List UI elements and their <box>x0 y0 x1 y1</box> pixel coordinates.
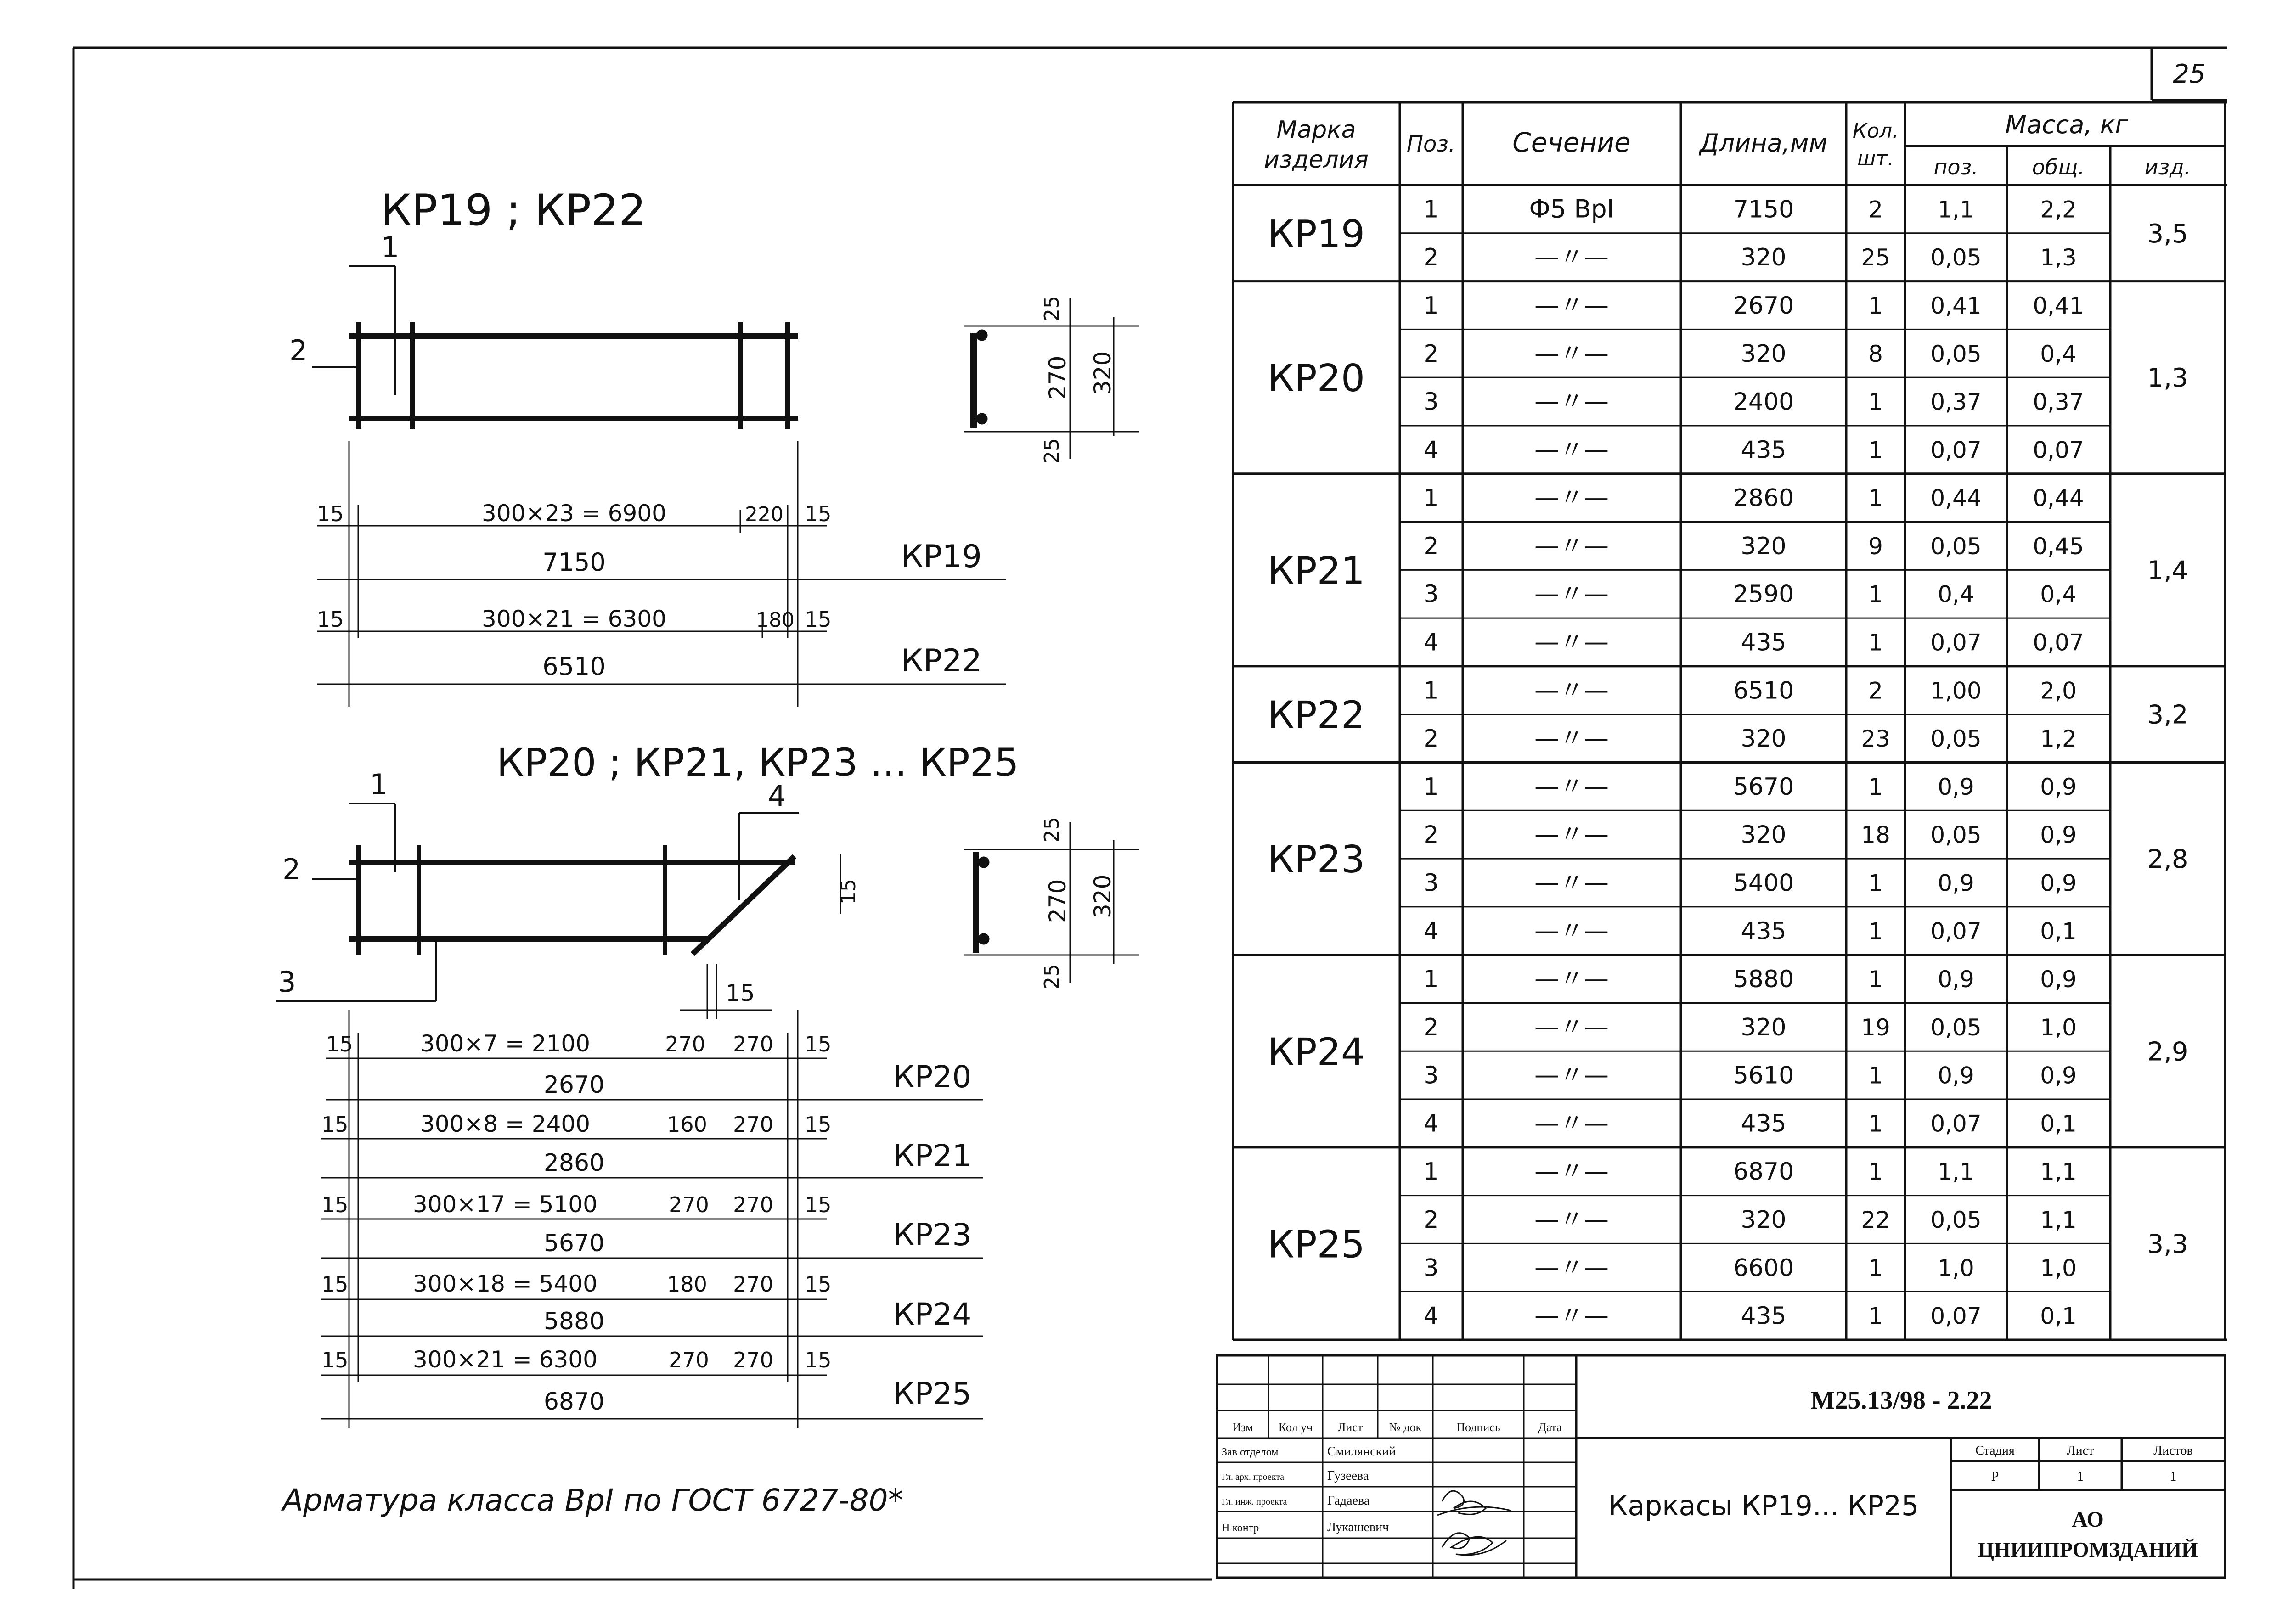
dim-row5-mid: 270 <box>669 1348 709 1372</box>
dim-row2-right: 15 <box>805 607 832 632</box>
dim-row2-main: 300×8 = 2400 <box>420 1111 591 1137</box>
cell-length: 2860 <box>1733 484 1794 512</box>
cell-length: 2400 <box>1733 388 1794 416</box>
cell-m-total: 1,0 <box>2040 1014 2077 1041</box>
dim-row4-total: 5880 <box>543 1308 605 1335</box>
cell-m-pos: 0,07 <box>1930 629 1982 656</box>
dim-row3-main: 300×17 = 5100 <box>413 1191 597 1218</box>
cell-qty: 1 <box>1868 292 1883 319</box>
cell-m-total: 0,37 <box>2033 388 2084 416</box>
cell-qty: 1 <box>1868 485 1883 512</box>
dim-row2-end: 270 <box>733 1112 773 1137</box>
section-dim-bot: 25 <box>1040 438 1064 464</box>
cell-pos: 2 <box>1423 1013 1439 1041</box>
row-item-mass: 3,2 <box>2147 700 2188 730</box>
cell-m-pos: 0,05 <box>1930 340 1982 367</box>
cell-section: —〃— <box>1534 1253 1609 1282</box>
cell-qty: 1 <box>1868 1062 1883 1089</box>
cell-length: 7150 <box>1733 196 1794 224</box>
dim-row1-end: 270 <box>733 1032 773 1056</box>
cell-length: 5880 <box>1733 966 1794 994</box>
cell-pos: 2 <box>1423 244 1439 272</box>
callout-2: 2 <box>289 334 308 367</box>
cell-length: 435 <box>1741 917 1786 945</box>
role-3: Гл. инж. проекта <box>1222 1497 1287 1507</box>
cell-m-total: 1,2 <box>2040 725 2077 753</box>
dim-row2-total: 2860 <box>543 1149 605 1177</box>
row-mark: КР19 <box>1267 212 1365 256</box>
cell-pos: 3 <box>1423 580 1439 608</box>
cell-length: 320 <box>1741 1206 1786 1234</box>
cell-qty: 9 <box>1868 533 1883 560</box>
cell-section: —〃— <box>1534 1060 1609 1090</box>
section-dim-top: 25 <box>1040 296 1064 321</box>
cell-section: —〃— <box>1534 338 1609 368</box>
row-mark: КР20 <box>1267 357 1365 401</box>
cell-m-pos: 0,37 <box>1930 388 1982 416</box>
cell-m-total: 0,9 <box>2040 870 2077 897</box>
sheets-value: 1 <box>2170 1469 2177 1484</box>
dim-row2-right: 15 <box>805 1112 832 1137</box>
cell-pos: 2 <box>1423 532 1439 560</box>
cell-m-pos: 0,9 <box>1938 966 1974 993</box>
callout-3: 3 <box>278 965 296 999</box>
title-block-left-grid <box>1217 1355 1576 1578</box>
cell-qty: 22 <box>1861 1207 1890 1234</box>
role-2: Гл. арх. проекта <box>1222 1472 1285 1482</box>
cell-pos: 1 <box>1423 677 1439 705</box>
cell-qty: 2 <box>1868 196 1883 223</box>
cell-qty: 1 <box>1868 1110 1883 1137</box>
callout-2: 2 <box>282 853 301 886</box>
cell-pos: 4 <box>1423 1302 1439 1330</box>
organization-line-2: ЦНИИПРОМЗДАНИЙ <box>1978 1538 2198 1561</box>
name-4: Лукашевич <box>1327 1520 1389 1534</box>
cell-m-total: 1,3 <box>2040 244 2077 271</box>
cell-pos: 2 <box>1423 340 1439 368</box>
header-mass: Масса, кг <box>2005 110 2128 139</box>
name-1: Смилянский <box>1327 1444 1396 1459</box>
cell-m-pos: 0,05 <box>1930 1207 1982 1234</box>
cell-m-pos: 0,9 <box>1938 870 1974 897</box>
row-item-mass: 2,9 <box>2147 1037 2188 1067</box>
cell-m-total: 2,0 <box>2040 677 2077 704</box>
cell-pos: 3 <box>1423 388 1439 416</box>
dim-row5-total: 6870 <box>543 1388 605 1416</box>
cell-length: 435 <box>1741 1110 1786 1138</box>
section-dim-mid: 270 <box>1044 355 1071 399</box>
cell-m-total: 0,07 <box>2033 437 2084 464</box>
cell-section: —〃— <box>1534 1157 1609 1186</box>
cell-section: —〃— <box>1534 1301 1609 1330</box>
cell-pos: 1 <box>1423 196 1439 224</box>
dim-row4-main: 300×18 = 5400 <box>413 1270 597 1297</box>
dim-row2-mid: 160 <box>667 1112 707 1137</box>
dim-row5-right: 15 <box>805 1348 832 1372</box>
dim-row1-right: 15 <box>805 1032 832 1056</box>
section-dim-total: 320 <box>1089 351 1116 395</box>
drawing-kr19-kr22 <box>289 185 1139 707</box>
drawing-name: Каркасы КР19... КР25 <box>1608 1490 1919 1522</box>
dim-row1-total: 2670 <box>543 1071 605 1099</box>
head-list: Лист <box>1337 1421 1363 1434</box>
row-item-mass: 2,8 <box>2147 844 2188 875</box>
cell-length: 435 <box>1741 436 1786 464</box>
sheet-value: 1 <box>2077 1469 2084 1484</box>
spec-table-grid <box>1233 102 2227 1340</box>
cell-qty: 25 <box>1861 244 1890 271</box>
sheets-label: Листов <box>2153 1444 2193 1458</box>
cell-m-pos: 0,07 <box>1930 1110 1982 1137</box>
dim-row4-end: 270 <box>733 1272 773 1297</box>
row-item-mass: 1,4 <box>2147 556 2188 586</box>
cell-m-pos: 0,9 <box>1938 773 1974 800</box>
cell-pos: 2 <box>1423 1206 1439 1234</box>
cell-pos: 1 <box>1423 1158 1439 1186</box>
cell-length: 5610 <box>1733 1062 1794 1090</box>
local-dim-vertical: 15 <box>837 879 860 905</box>
dim-row2-main: 300×21 = 6300 <box>482 606 666 632</box>
cell-length: 2670 <box>1733 292 1794 320</box>
cell-m-pos: 0,07 <box>1930 1303 1982 1330</box>
cell-m-total: 1,1 <box>2040 1158 2077 1186</box>
head-kol-uch: Кол уч <box>1278 1421 1313 1434</box>
cell-pos: 4 <box>1423 917 1439 945</box>
dim-row3-total: 5670 <box>543 1230 605 1257</box>
cell-pos: 4 <box>1423 629 1439 657</box>
role-4: Н контр <box>1222 1522 1259 1534</box>
page-number: 25 <box>2173 59 2206 89</box>
dim-row1-left: 15 <box>326 1032 353 1056</box>
row-item-mass: 1,3 <box>2147 363 2188 393</box>
header-qty-2: шт. <box>1857 147 1894 170</box>
cell-section: —〃— <box>1534 483 1609 512</box>
cell-section: Ф5 ВрI <box>1529 194 1614 224</box>
frame-kr20 <box>276 804 799 1001</box>
cell-qty: 1 <box>1868 1254 1883 1281</box>
cell-qty: 1 <box>1868 773 1883 800</box>
cell-length: 320 <box>1741 821 1786 849</box>
dim-row2-end: 180 <box>756 608 795 632</box>
cell-m-total: 0,44 <box>2033 485 2084 512</box>
callout-1: 1 <box>370 768 388 801</box>
dim-rows-kr20-kr25 <box>321 1030 971 1416</box>
dim-row5-main: 300×21 = 6300 <box>413 1346 597 1373</box>
dim-row3-end: 270 <box>733 1192 773 1217</box>
cell-length: 6600 <box>1733 1254 1794 1282</box>
drawing-kr20-kr25 <box>276 740 1139 1428</box>
dim-row1-main: 300×7 = 2100 <box>420 1030 591 1057</box>
cell-section: —〃— <box>1534 1205 1609 1234</box>
cell-section: —〃— <box>1534 290 1609 320</box>
row-item-mass: 3,5 <box>2147 219 2188 249</box>
head-doc-no: № док <box>1389 1421 1422 1434</box>
cell-m-pos: 0,9 <box>1938 1062 1974 1089</box>
cell-m-total: 0,1 <box>2040 918 2077 945</box>
organization-line-1: АО <box>2072 1507 2104 1532</box>
cell-qty: 18 <box>1861 821 1890 849</box>
title-block <box>1217 1355 2225 1578</box>
cell-qty: 2 <box>1868 677 1883 704</box>
cell-m-total: 0,9 <box>2040 821 2077 849</box>
cell-pos: 4 <box>1423 436 1439 464</box>
header-section: Сечение <box>1512 127 1631 158</box>
cell-m-total: 0,45 <box>2033 533 2084 560</box>
section-dim-mid: 270 <box>1044 879 1071 923</box>
cell-length: 2590 <box>1733 580 1794 608</box>
cell-pos: 1 <box>1423 484 1439 512</box>
spec-table <box>1233 102 2227 1340</box>
cell-pos: 3 <box>1423 1254 1439 1282</box>
cell-qty: 1 <box>1868 1158 1883 1186</box>
cell-length: 6870 <box>1733 1158 1794 1186</box>
callout-4: 4 <box>768 779 786 813</box>
header-mass-item: изд. <box>2144 155 2191 180</box>
dim-row4-mark: КР24 <box>893 1297 972 1332</box>
cell-qty: 1 <box>1868 388 1883 416</box>
dim-row2-left: 15 <box>321 1112 349 1137</box>
dim-row1-left: 15 <box>317 501 344 526</box>
header-mass-pos: поз. <box>1933 155 1978 180</box>
cell-qty: 1 <box>1868 918 1883 945</box>
cell-length: 6510 <box>1733 677 1794 705</box>
cell-m-total: 2,2 <box>2040 196 2077 223</box>
row-mark: КР22 <box>1267 693 1365 737</box>
dim-row5-left: 15 <box>321 1348 349 1372</box>
dim-row1-end: 220 <box>745 503 783 526</box>
name-3: Гадаева <box>1327 1494 1370 1508</box>
cell-m-total: 0,1 <box>2040 1303 2077 1330</box>
head-date: Дата <box>1538 1421 1562 1434</box>
dim-row4-mid: 180 <box>667 1272 707 1297</box>
row-mark: КР21 <box>1267 549 1365 593</box>
cell-qty: 1 <box>1868 581 1883 608</box>
sheet-label: Лист <box>2067 1444 2094 1458</box>
dim-row1-right: 15 <box>805 501 832 526</box>
header-pos: Поз. <box>1406 131 1456 157</box>
cell-m-total: 0,9 <box>2040 966 2077 993</box>
dim-row1-main: 300×23 = 6900 <box>482 500 666 527</box>
section-dim-bot: 25 <box>1040 964 1064 989</box>
cell-m-total: 0,9 <box>2040 1062 2077 1089</box>
cell-pos: 3 <box>1423 869 1439 897</box>
dim-row2-mark: КР21 <box>893 1138 972 1174</box>
cell-qty: 1 <box>1868 870 1883 897</box>
dim-row1-total: 7150 <box>542 548 606 577</box>
cell-pos: 1 <box>1423 292 1439 320</box>
stage-label: Стадия <box>1975 1444 2015 1458</box>
cell-m-total: 0,1 <box>2040 1110 2077 1137</box>
reinforcement-note: Арматура класса ВрI по ГОСТ 6727-80* <box>282 1483 903 1518</box>
dim-row3-right: 15 <box>805 1192 832 1217</box>
cell-pos: 3 <box>1423 1062 1439 1090</box>
cell-section: —〃— <box>1534 916 1609 945</box>
name-2: Гузеева <box>1327 1469 1369 1483</box>
stage-value: Р <box>1991 1469 1999 1484</box>
cell-m-pos: 1,0 <box>1938 1254 1974 1281</box>
cell-m-pos: 0,05 <box>1930 244 1982 271</box>
cell-section: —〃— <box>1534 1108 1609 1138</box>
cell-m-pos: 0,05 <box>1930 821 1982 849</box>
cell-section: —〃— <box>1534 242 1609 272</box>
dim-row2-mark: КР22 <box>901 643 982 679</box>
cell-section: —〃— <box>1534 675 1609 705</box>
cell-section: —〃— <box>1534 868 1609 897</box>
cell-m-pos: 0,05 <box>1930 725 1982 753</box>
dim-row5-mark: КР25 <box>893 1376 972 1411</box>
head-izm: Изм <box>1232 1421 1253 1434</box>
cell-section: —〃— <box>1534 771 1609 801</box>
cell-m-pos: 0,07 <box>1930 437 1982 464</box>
cell-section: —〃— <box>1534 627 1609 657</box>
local-dim-horizontal: 15 <box>726 980 755 1006</box>
dim-row1-mid: 270 <box>665 1032 705 1056</box>
cell-section: —〃— <box>1534 1012 1609 1041</box>
document-code: М25.13/98 - 2.22 <box>1810 1386 1992 1415</box>
drawing1-title: КР19 ; КР22 <box>381 185 646 236</box>
cell-qty: 23 <box>1861 725 1890 753</box>
cell-qty: 1 <box>1868 1303 1883 1330</box>
cell-m-pos: 0,41 <box>1930 292 1982 319</box>
section-dim-top: 25 <box>1040 817 1064 843</box>
cell-length: 320 <box>1741 1013 1786 1041</box>
cell-pos: 2 <box>1423 821 1439 849</box>
section-dim-total: 320 <box>1089 874 1116 918</box>
cell-m-total: 0,07 <box>2033 629 2084 656</box>
cell-m-pos: 0,4 <box>1938 581 1974 608</box>
cell-m-total: 0,4 <box>2040 340 2077 367</box>
cell-m-total: 0,4 <box>2040 581 2077 608</box>
cell-qty: 8 <box>1868 340 1883 367</box>
dim-row3-mid: 270 <box>669 1192 709 1217</box>
cell-length: 320 <box>1741 725 1786 753</box>
frame-kr19 <box>312 266 798 429</box>
dim-row1-mark: КР20 <box>893 1059 972 1095</box>
cell-pos: 2 <box>1423 725 1439 753</box>
dim-row2-total: 6510 <box>542 652 606 681</box>
cell-pos: 1 <box>1423 966 1439 994</box>
role-1: Зав отделом <box>1222 1446 1279 1458</box>
signature-marks <box>1437 1491 1511 1555</box>
cell-qty: 1 <box>1868 437 1883 464</box>
cell-m-pos: 0,07 <box>1930 918 1982 945</box>
cell-length: 435 <box>1741 629 1786 657</box>
cell-section: —〃— <box>1534 387 1609 416</box>
dim-row4-right: 15 <box>805 1272 832 1297</box>
dim-row2-left: 15 <box>317 607 344 632</box>
cell-pos: 1 <box>1423 773 1439 801</box>
row-mark: КР24 <box>1267 1030 1365 1074</box>
cell-length: 320 <box>1741 340 1786 368</box>
header-mark-2: изделия <box>1264 146 1369 174</box>
cell-length: 5400 <box>1733 869 1794 897</box>
header-mark-1: Марка <box>1276 116 1356 144</box>
cell-m-pos: 1,00 <box>1930 677 1982 704</box>
callout-1: 1 <box>381 230 400 264</box>
cell-qty: 19 <box>1861 1014 1890 1041</box>
header-length: Длина,мм <box>1699 129 1828 157</box>
row-item-mass: 3,3 <box>2147 1229 2188 1259</box>
dim-row3-left: 15 <box>321 1192 349 1217</box>
cell-length: 5670 <box>1733 773 1794 801</box>
header-mass-total: общ. <box>2032 155 2085 180</box>
head-signature: Подпись <box>1456 1421 1500 1434</box>
dim-row3-mark: КР23 <box>893 1217 972 1253</box>
dim-row5-end: 270 <box>733 1348 773 1372</box>
cell-m-total: 0,9 <box>2040 773 2077 800</box>
cell-section: —〃— <box>1534 531 1609 560</box>
dim-row1-mark: КР19 <box>901 539 982 575</box>
cell-m-pos: 0,05 <box>1930 1014 1982 1041</box>
row-mark: КР23 <box>1267 838 1365 882</box>
cell-pos: 4 <box>1423 1110 1439 1138</box>
cell-qty: 1 <box>1868 966 1883 993</box>
cell-m-total: 1,0 <box>2040 1254 2077 1281</box>
cell-m-pos: 1,1 <box>1938 196 1974 223</box>
header-qty-1: Кол. <box>1852 119 1899 143</box>
dim-row4-left: 15 <box>321 1272 349 1297</box>
cell-m-pos: 0,44 <box>1930 485 1982 512</box>
cell-section: —〃— <box>1534 579 1609 608</box>
cell-length: 320 <box>1741 244 1786 272</box>
cell-m-pos: 1,1 <box>1938 1158 1974 1186</box>
row-mark: КР25 <box>1267 1223 1365 1267</box>
cell-section: —〃— <box>1534 435 1609 464</box>
cell-m-pos: 0,05 <box>1930 533 1982 560</box>
cell-m-total: 0,41 <box>2033 292 2084 319</box>
cell-length: 435 <box>1741 1302 1786 1330</box>
cell-section: —〃— <box>1534 964 1609 994</box>
cell-section: —〃— <box>1534 724 1609 753</box>
cell-length: 320 <box>1741 532 1786 560</box>
drawing2-title: КР20 ; КР21, КР23 ... КР25 <box>496 740 1019 785</box>
cell-qty: 1 <box>1868 629 1883 656</box>
cell-m-total: 1,1 <box>2040 1207 2077 1234</box>
cell-section: —〃— <box>1534 820 1609 849</box>
